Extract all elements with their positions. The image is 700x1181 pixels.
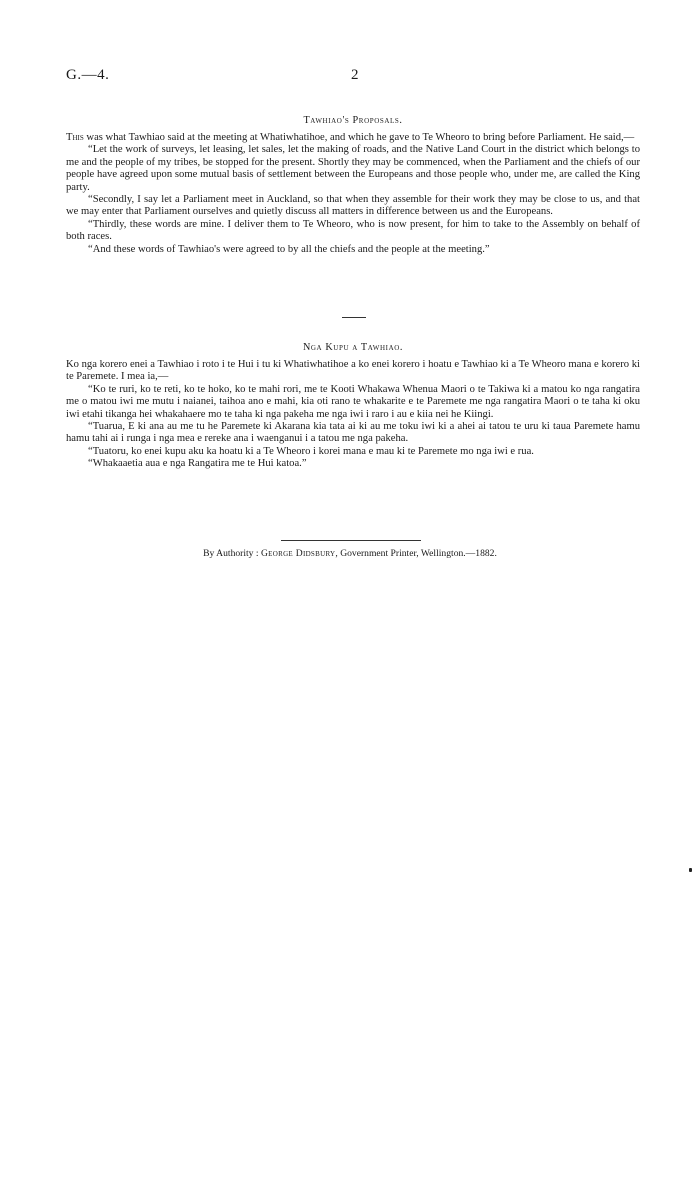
maori-intro-paragraph: Ko nga korero enei a Tawhiao i roto i te Hui i tu ki Whatiwhatihoe a ko enei korero i hoatu e Tawhiao ki a Te Wheoro mana e korero ki te Paremete. I mea ia,— (66, 359, 640, 383)
maori-paragraph: “Tuatoru, ko enei kupu aku ka hoatu ki a Te Wheoro i korei mana e mau ki te Paremete mo nga iwi e rua. (88, 445, 534, 457)
maori-paragraph: “Tuarua, E ki ana au me tu he Paremete ki Akarana kia tata ai ki au me toku iwi ki a ahei ai tatou te uru ki taua Paremete hamu hamu tahi ai i runga i nga mea e rereke ana i waenganui i a tatou me nga pakeha. (66, 421, 640, 445)
document-reference: G.—4. (66, 67, 110, 83)
english-paragraph: “And these words of Tawhiao's were agreed to by all the chiefs and the people at the meeting.” (88, 243, 490, 255)
imprint-suffix: , Government Printer, Wellington.—1882. (335, 548, 497, 559)
english-paragraph: “Thirdly, these words are mine. I deliver them to Te Wheoro, who is now present, for him to take to the Assembly on behalf of both races. (66, 218, 640, 243)
section-divider (342, 317, 366, 318)
maori-paragraph: “Whakaaetia aua e nga Rangatira me te Hui katoa.” (88, 458, 307, 470)
ink-speck (689, 868, 692, 872)
printer-imprint (60, 548, 640, 560)
english-intro-paragraph (66, 132, 640, 144)
intro-text: was what Tawhiao said at the meeting at Whatiwhatihoe, and which he gave to Te Wheoro to bring before Parliament. He said,— (83, 132, 635, 143)
lead-word: This (66, 132, 84, 143)
english-section (66, 115, 640, 256)
maori-paragraph: “Ko te ruri, ko te reti, ko te hoko, ko te mahi rori, me te Kooti Whakawa Whenua Maori o te Takiwa ki a matou ko nga rangatira me o matou iwi me mutu i naianei, taihoa ano e mahi, kia oti rano te whakarite e te Paremete me nga rangatira Maori o te taha ki oku iwi etahi tikanga hei whakahaere mo te taha ki nga pakeha me nga iwi i raro i au e kiia nei he Kiingi. (66, 383, 640, 420)
section-heading-english: Tawhiao's Proposals. (303, 115, 403, 126)
english-paragraph: “Let the work of surveys, let leasing, let sales, let the making of roads, and the Native Land Court in the district which belongs to me and the people of my tribes, be stopped for the present. Shortly they may be commenced, when the Parliament and the chiefs of our people have agreed upon some mutual basis of settlement between the Europeans and those people who, under me, are called the King party. (66, 144, 640, 193)
footer-divider (281, 540, 421, 541)
english-paragraph: “Secondly, I say let a Parliament meet in Auckland, so that when they assemble for their work they may be close to us, and that we may enter that Parliament ourselves and quietly discuss all matters in difference between us and the Europeans. (66, 194, 640, 218)
printer-name: George Didsbury (260, 548, 336, 559)
section-heading-maori: Nga Kupu a Tawhiao. (302, 342, 404, 353)
page-number: 2 (351, 67, 359, 83)
imprint-prefix: By Authority : (203, 548, 261, 559)
maori-section (66, 342, 640, 471)
